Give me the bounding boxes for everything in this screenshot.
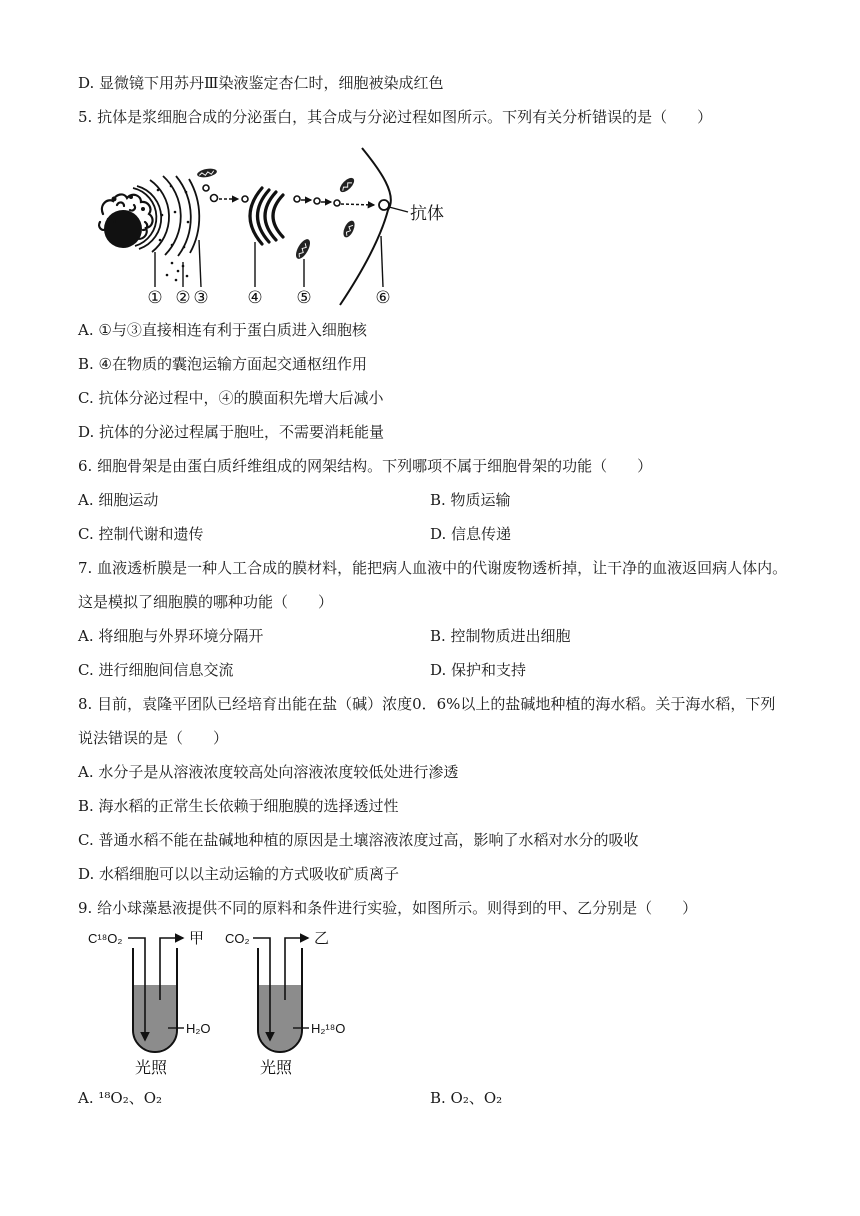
- label-3: ③: [193, 288, 209, 307]
- tube-2-input-label: CO₂: [225, 931, 250, 946]
- vesicle-path-2: [294, 196, 389, 210]
- q9-test-tube-diagram: [85, 922, 360, 1084]
- nucleus: [99, 194, 152, 248]
- q7-option-c: C. 进行细胞间信息交流: [78, 661, 234, 679]
- q8-option-a: A. 水分子是从溶液浓度较高处向溶液浓度较低处进行渗透: [78, 763, 459, 781]
- tube-1-input-label: C¹⁸O₂: [88, 931, 123, 946]
- test-tube-1: [128, 938, 184, 1052]
- label-5: ⑤: [296, 288, 312, 307]
- q6-stem: 6. 细胞骨架是由蛋白质纤维组成的网架结构。下列哪项不属于细胞骨架的功能（ ）: [78, 457, 653, 475]
- tube-1-output-label: 甲: [189, 930, 205, 947]
- mitochondrion: [196, 167, 217, 178]
- q6-option-d: D. 信息传递: [430, 525, 512, 543]
- q7-option-d: D. 保护和支持: [430, 661, 527, 679]
- q5-option-a: A. ①与③直接相连有利于蛋白质进入细胞核: [78, 321, 367, 339]
- label-2: ②: [175, 288, 191, 307]
- tube-1-condition-label: 光照: [135, 1060, 168, 1077]
- q6-option-a: A. 细胞运动: [78, 491, 159, 509]
- test-tube-2: [253, 938, 309, 1052]
- label-6: ⑥: [375, 288, 391, 307]
- q8-option-c: C. 普通水稻不能在盐碱地种植的原因是土壤溶液浓度过高，影响了水稻对水分的吸收: [78, 831, 639, 849]
- q5-option-d: D. 抗体的分泌过程属于胞吐，不需要消耗能量: [78, 423, 385, 441]
- q7-option-b: B. 控制物质进出细胞: [430, 627, 571, 645]
- q6-option-c: C. 控制代谢和遗传: [78, 525, 204, 543]
- q6-option-b: B. 物质运输: [430, 491, 511, 509]
- q8-stem-line-2: 说法错误的是（ ）: [78, 729, 229, 747]
- q7-stem-line-2: 这是模拟了细胞膜的哪种功能（ ）: [78, 593, 334, 611]
- label-1: ①: [147, 288, 163, 307]
- label-4: ④: [247, 288, 263, 307]
- vesicle-path-1: [203, 185, 248, 202]
- antibody-leader: [389, 207, 408, 212]
- tube-2-condition-label: 光照: [260, 1060, 293, 1077]
- q8-option-d: D. 水稻细胞可以以主动运输的方式吸收矿质离子: [78, 865, 400, 883]
- golgi-apparatus: [250, 188, 283, 244]
- q5-option-b: B. ④在物质的囊泡运输方面起交通枢纽作用: [78, 355, 368, 373]
- q5-stem: 5. 抗体是浆细胞合成的分泌蛋白，其合成与分泌过程如图所示。下列有关分析错误的是（ ）: [78, 108, 713, 126]
- q4-option-d: D. 显微镜下用苏丹Ⅲ染液鉴定杏仁时，细胞被染成红色: [78, 74, 444, 92]
- q8-stem-line-1: 8. 目前，袁隆平团队已经培育出能在盐（碱）浓度0．6%以上的盐碱地种植的海水稻。关于海水稻，下列: [78, 695, 776, 713]
- q5-option-c: C. 抗体分泌过程中，④的膜面积先增大后减小: [78, 389, 384, 407]
- mitochondrion: [337, 175, 356, 194]
- q9-option-a: A. ¹⁸O₂、O₂: [78, 1089, 163, 1107]
- mitochondrion-5: [293, 237, 313, 261]
- tube-2-output-label: 乙: [314, 930, 330, 947]
- q7-option-a: A. 将细胞与外界环境分隔开: [78, 627, 264, 645]
- q5-secretion-diagram: [90, 140, 470, 315]
- mitochondrion: [341, 219, 357, 239]
- q7-stem-line-1: 7. 血液透析膜是一种人工合成的膜材料，能把病人血液中的代谢废物透析掉，让干净的血液返回病人体内。: [78, 559, 788, 577]
- label-leaders: [155, 236, 383, 287]
- tube-1-water-label: H₂O: [186, 1021, 211, 1036]
- ribosome-dots: [157, 185, 190, 282]
- endoplasmic-reticulum: [150, 176, 199, 256]
- tube-2-water-label: H₂¹⁸O: [311, 1021, 346, 1036]
- q9-stem: 9. 给小球藻悬液提供不同的原料和条件进行实验，如图所示。则得到的甲、乙分别是（ ）: [78, 899, 698, 917]
- q9-option-b: B. O₂、O₂: [430, 1089, 503, 1107]
- q8-option-b: B. 海水稻的正常生长依赖于细胞膜的选择透过性: [78, 797, 399, 815]
- antibody-label: 抗体: [410, 204, 444, 223]
